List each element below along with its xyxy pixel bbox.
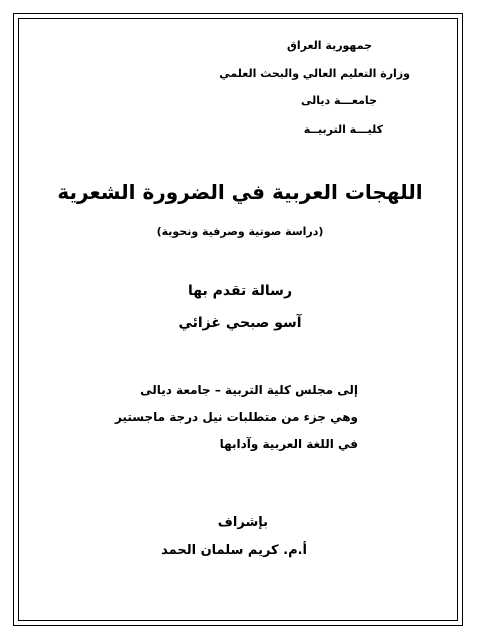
supervision-label: بإشراف	[217, 515, 268, 530]
submission-line-2: وهي جزء من متطلبات نيل درجة ماجستير	[114, 410, 358, 424]
author-name: آسو صبحي غزائي	[178, 315, 302, 331]
ministry-name: وزارة التعليم العالي والبحث العلمي	[219, 67, 410, 80]
republic-name: جمهورية العراق	[287, 39, 372, 52]
thesis-title: اللهجات العربية في الضرورة الشعرية	[57, 180, 423, 204]
submission-line-3: في اللغة العربية وآدابها	[219, 437, 358, 451]
university-name: جامعـــة ديالى	[300, 94, 377, 107]
college-name: كليـــة التربيــة	[303, 123, 383, 136]
submitted-by-label: رسالة تقدم بها	[187, 283, 292, 299]
thesis-subtitle: (دراسة صوتية وصرفية ونحوية)	[156, 225, 324, 238]
submission-line-1: إلى مجلس كلية التربية – جامعة ديالى	[140, 383, 358, 397]
supervisor-name: أ.م. كريم سلمان الحمد	[161, 543, 307, 558]
